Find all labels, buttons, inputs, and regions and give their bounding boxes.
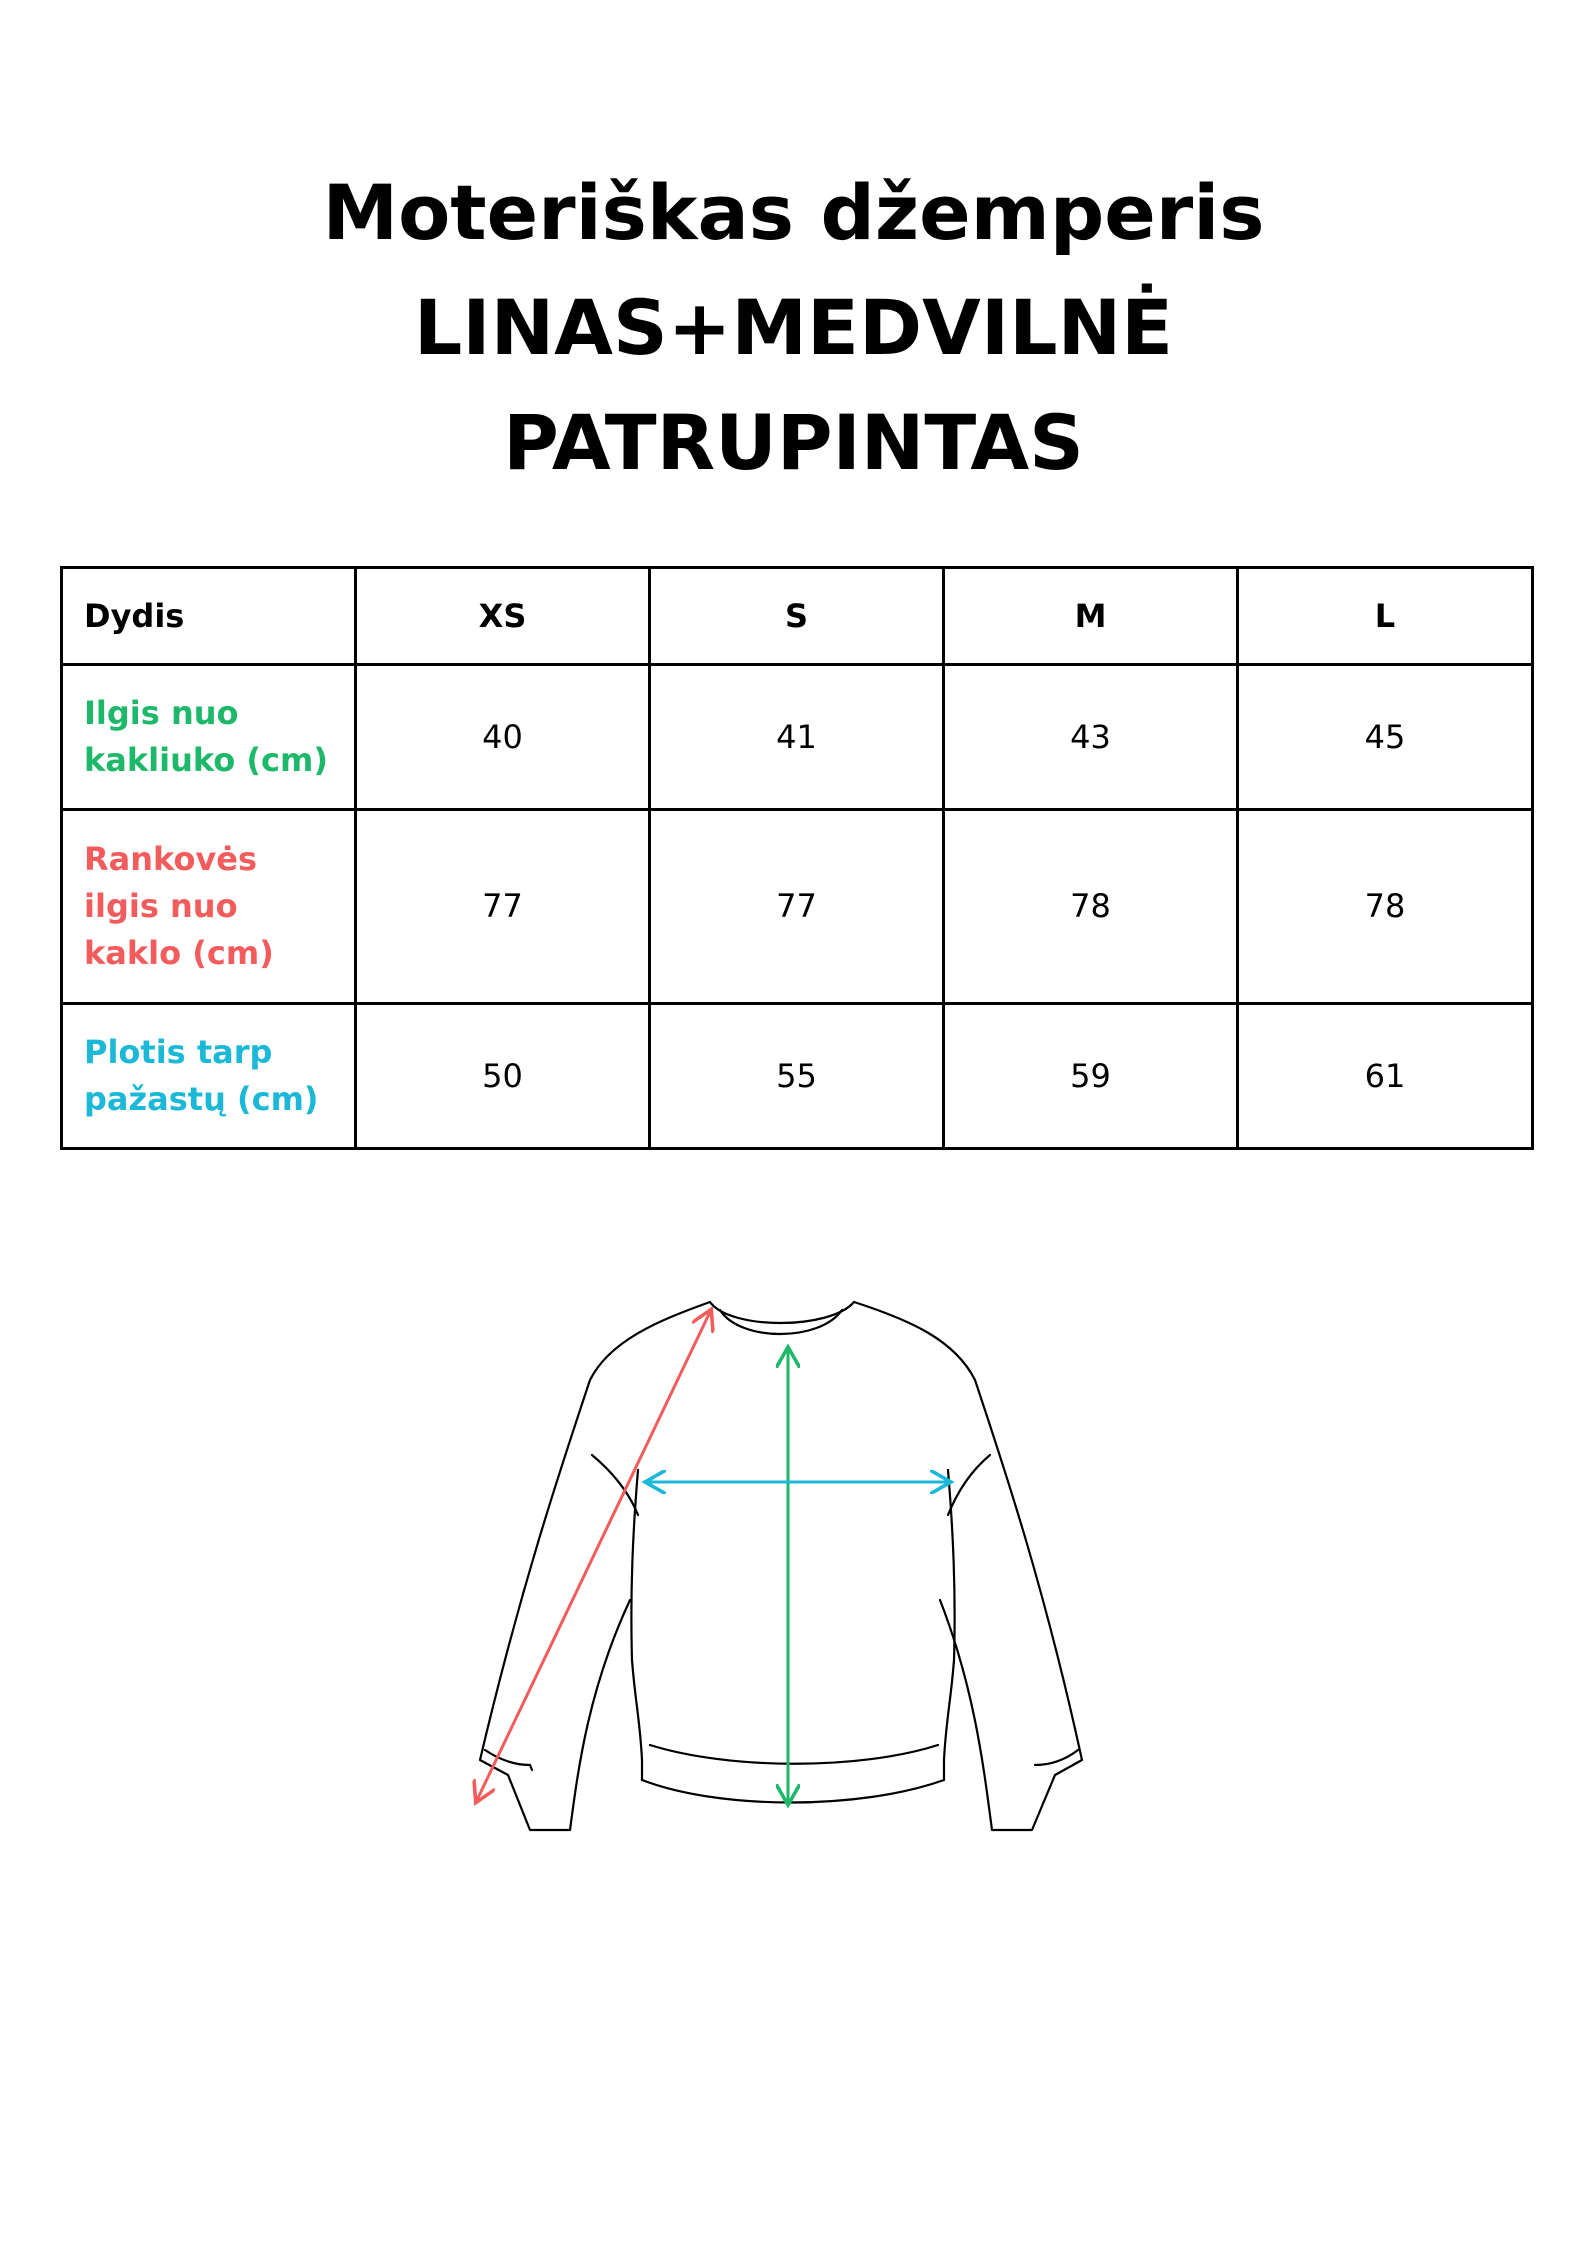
table-cell: 78	[1238, 810, 1533, 1004]
table-header-row	[62, 568, 1533, 665]
row-label-line: Rankovės	[84, 840, 258, 878]
title-line-2: LINAS+MEDVILNĖ	[413, 283, 1174, 372]
table-cell: 77	[356, 810, 650, 1004]
size-chart-table	[60, 566, 1534, 1150]
sweater-outline-icon	[470, 1290, 1120, 1870]
table-cell: 59	[944, 1004, 1238, 1149]
row-label-line: kaklo (cm)	[84, 934, 274, 972]
row-label-length	[62, 665, 356, 810]
row-label-line: pažastų (cm)	[84, 1080, 319, 1118]
title-line-3: PATRUPINTAS	[503, 398, 1084, 487]
table-cell: 77	[650, 810, 944, 1004]
row-label-sleeve	[62, 810, 356, 1004]
title-line-1: Moteriškas džemperis	[322, 168, 1265, 257]
table-row	[62, 810, 1533, 1004]
row-label-width	[62, 1004, 356, 1149]
table-cell: 43	[944, 665, 1238, 810]
row-label-line: kakliuko (cm)	[84, 741, 328, 779]
table-cell: 78	[944, 810, 1238, 1004]
header-cell-m: M	[944, 568, 1238, 665]
row-label-line: Ilgis nuo	[84, 694, 239, 732]
header-cell-s: S	[650, 568, 944, 665]
row-label-line: ilgis nuo	[84, 887, 238, 925]
table-row	[62, 1004, 1533, 1149]
table-cell: 50	[356, 1004, 650, 1149]
table-cell: 41	[650, 665, 944, 810]
table-row	[62, 665, 1533, 810]
table-cell: 40	[356, 665, 650, 810]
row-label-line: Plotis tarp	[84, 1033, 273, 1071]
table-cell: 61	[1238, 1004, 1533, 1149]
table-cell: 55	[650, 1004, 944, 1149]
header-cell-xs: XS	[356, 568, 650, 665]
header-cell-l: L	[1238, 568, 1533, 665]
table-cell: 45	[1238, 665, 1533, 810]
header-cell-size: Dydis	[62, 568, 356, 665]
page-title	[0, 155, 1587, 500]
arrow-sleeve-length	[477, 1312, 710, 1800]
